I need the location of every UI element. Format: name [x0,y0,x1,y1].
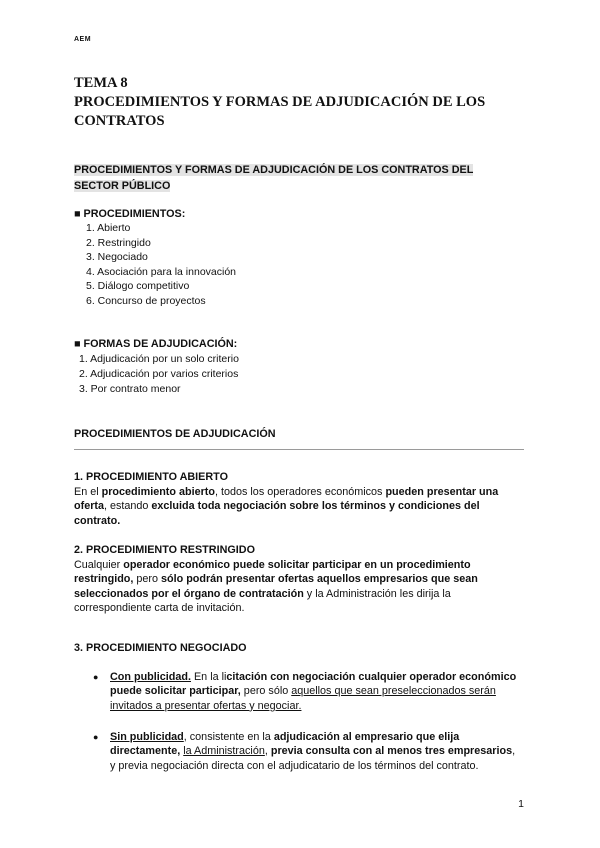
title-line-3: CONTRATOS [74,113,165,129]
formas-list [79,352,239,397]
abierto-paragraph [74,485,526,528]
page-number: 1 [518,798,524,810]
text: restringido, [74,573,134,586]
text: y la Administración les dirija la [303,587,451,600]
section-title [74,163,514,194]
text: , [512,745,516,758]
text: Cualquier [74,559,124,571]
text: contrato. [74,514,121,527]
text: , estando [104,500,152,513]
bullet-icon: ● [93,732,99,742]
bullet-icon: ● [93,672,99,682]
page-title [74,74,485,131]
list-item: 3. Negociado [86,251,148,264]
text: , consistente en la [183,731,274,743]
text: aquellos que sean preseleccionados serán [291,685,496,698]
list-item: 2. Restringido [86,236,151,249]
text: directamente, [110,745,181,758]
proc-adj-heading: PROCEDIMIENTOS DE ADJUDICACIÓN [74,428,276,440]
section-title-line-2: SECTOR PÚBLICO [74,179,171,192]
text: previa consulta con al menos tres empresarios [270,745,513,758]
bullet-con-publicidad [110,670,530,713]
divider [74,449,524,450]
text: operador económico puede solicitar participar en un procedimiento [123,559,471,571]
text: , todos los operadores económicos [215,486,386,498]
restringido-heading: 2. PROCEDIMIENTO RESTRINGIDO [74,544,255,556]
list-item: 3. Por contrato menor [79,383,181,395]
text: correspondiente carta de invitación. [74,602,245,615]
list-item: 5. Diálogo competitivo [86,280,190,293]
text: citación con negociación cualquier operador económico [226,671,517,683]
list-item: 4. Asociación para la innovación [86,265,237,278]
text: la Administración [183,745,265,758]
text: En el [74,486,102,498]
text: En la li [190,671,227,683]
text: adjudicación al empresario que elija [273,731,460,743]
text: excluida toda negociación sobre los términos y condiciones del [151,500,480,513]
abierto-heading: 1. PROCEDIMIENTO ABIERTO [74,471,228,483]
list-item: 2. Adjudicación por varios criterios [79,368,239,380]
restringido-paragraph [74,558,526,616]
formas-heading: ■ FORMAS DE ADJUDICACIÓN: [74,338,238,350]
list-item: 6. Concurso de proyectos [86,294,206,307]
text: pero [133,573,161,586]
text: seleccionados por el órgano de contratación [74,587,304,600]
title-line-2: PROCEDIMIENTOS Y FORMAS DE ADJUDICACIÓN DE LOS [74,94,486,110]
bullet-sin-publicidad [110,730,530,773]
text: puede solicitar participar, [110,685,241,698]
text: y previa negociación directa con el adjudicatario de los términos del contrato. [110,759,479,772]
text: oferta [74,500,104,513]
text: procedimiento abierto [101,486,215,498]
procedimientos-list [86,221,236,309]
text: pueden presentar una [385,486,499,498]
text: Sin publicidad [110,731,184,743]
text: invitados a presentar ofertas y negociar. [110,699,302,712]
negociado-heading: 3. PROCEDIMIENTO NEGOCIADO [74,642,247,654]
procedimientos-heading: ■ PROCEDIMIENTOS: [74,208,186,220]
section-title-line-1: PROCEDIMIENTOS Y FORMAS DE ADJUDICACIÓN DE LOS CONTRATOS DEL [74,164,474,176]
list-item: 1. Abierto [86,222,131,234]
text: , [264,745,271,758]
text: Con publicidad. [110,671,191,683]
header-label: AEM [74,36,92,43]
text: pero sólo [240,685,292,698]
title-line-1: TEMA 8 [74,75,128,91]
list-item: 1. Adjudicación por un solo criterio [79,353,239,365]
text: sólo podrán presentar ofertas aquellos empresarios que sean [161,573,478,586]
